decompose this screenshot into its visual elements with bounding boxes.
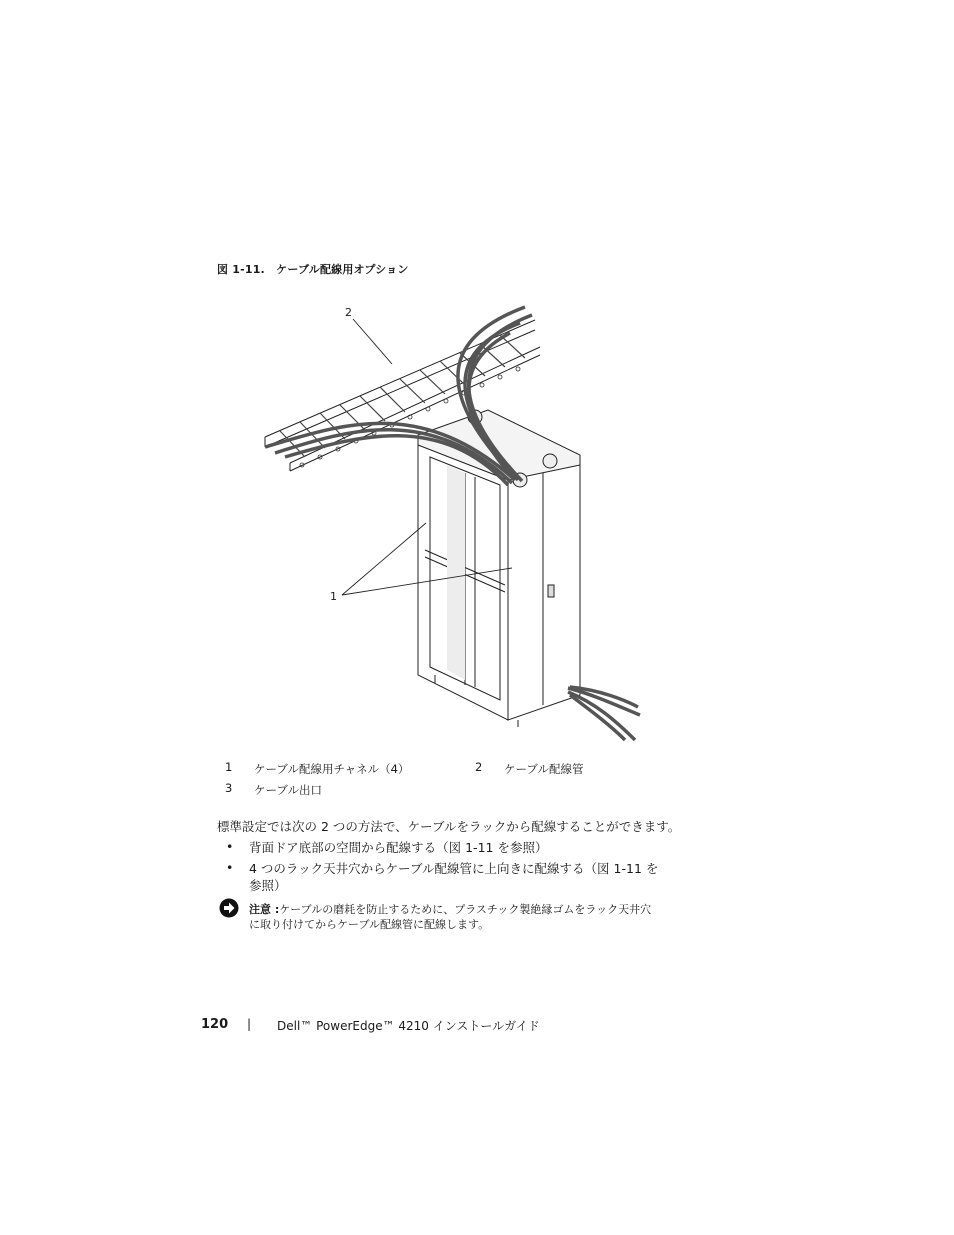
notice-arrow-icon (219, 898, 239, 918)
bottom-cables (568, 687, 640, 740)
bullet-text-2-line2: 参照） (249, 878, 287, 893)
figure-caption: 図 1-11. ケーブル配線用オプション (217, 263, 409, 276)
footer-separator: | (247, 1017, 252, 1031)
legend-num-1: 1 (225, 760, 233, 774)
legend-label-3: ケーブル出口 (254, 783, 322, 797)
legend-label-2: ケーブル配線管 (504, 762, 584, 776)
rack-cable-routing-illustration (250, 295, 670, 750)
notice-label: 注意 : (249, 903, 280, 916)
page-number: 120 (201, 1017, 229, 1032)
notice-line1: ケーブルの磨耗を防止するために、プラスチック製絶縁ゴムをラック天井穴 (279, 903, 652, 916)
footer-title: Dell™ PowerEdge™ 4210 インストールガイド (277, 1019, 540, 1033)
callout-2: 2 (345, 306, 352, 319)
callout-1: 1 (330, 590, 337, 603)
bullet-marker-1: • (226, 839, 234, 854)
legend-num-2: 2 (475, 760, 483, 774)
bullet-marker-2: • (226, 860, 234, 875)
intro-text: 標準設定では次の 2 つの方法で、ケーブルをラックから配線することができます。 (217, 819, 681, 834)
bullet-text-1: 背面ドア底部の空間から配線する（図 1-11 を参照） (249, 840, 548, 855)
notice-text (249, 902, 719, 932)
bullet-text-2-line1: 4 つのラック天井穴からケーブル配線管に上向きに配線する（図 1-11 を (249, 861, 659, 876)
legend-label-1: ケーブル配線用チャネル（4） (254, 762, 410, 776)
legend-num-3: 3 (225, 781, 233, 795)
notice-line2: に取り付けてからケーブル配線管に配線します。 (249, 918, 490, 931)
